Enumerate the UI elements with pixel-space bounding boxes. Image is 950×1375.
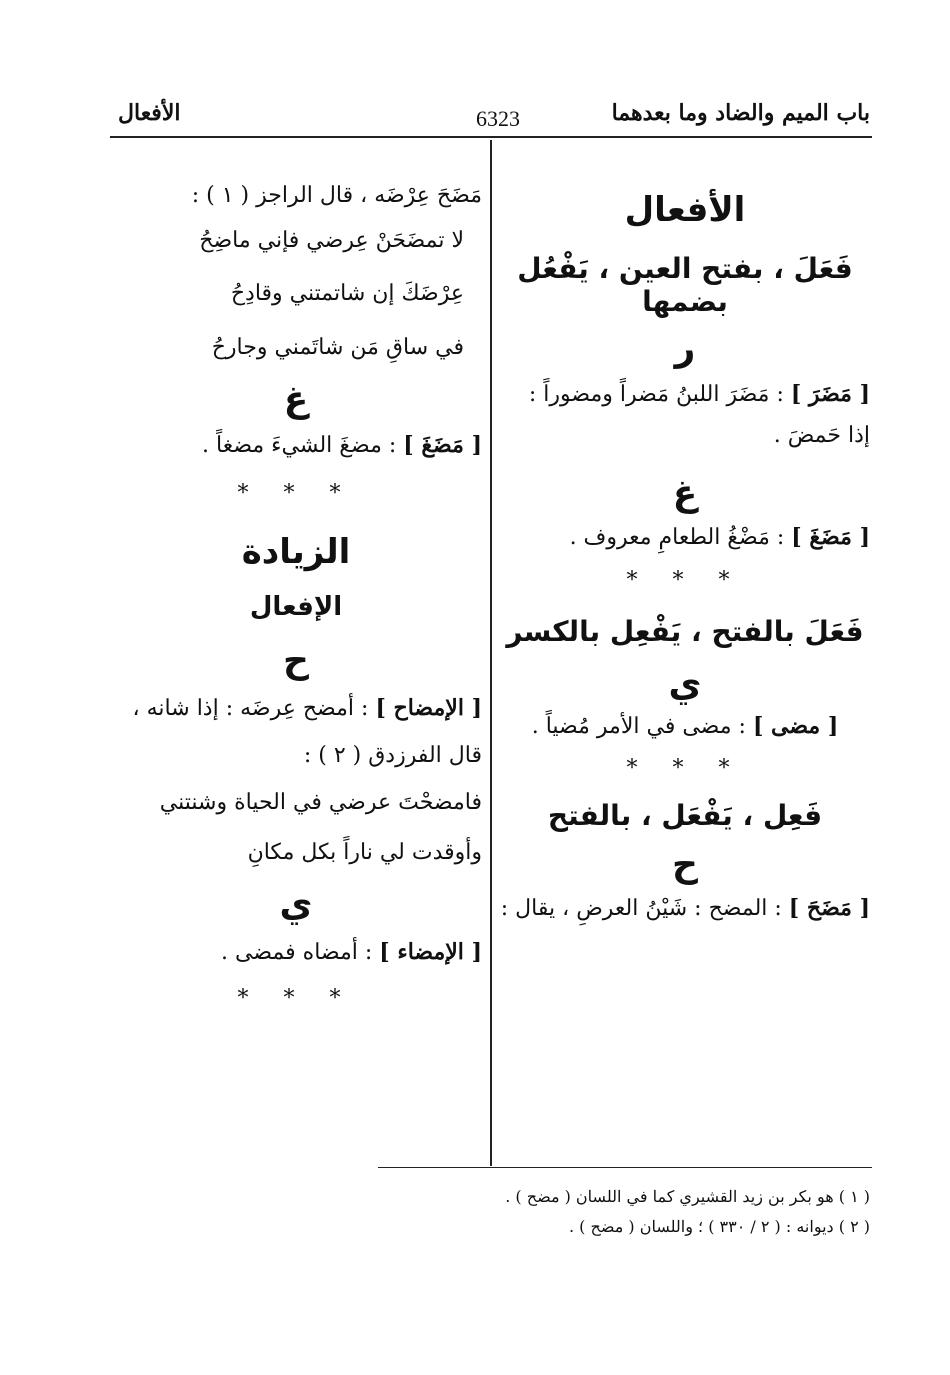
- header-rule: [110, 136, 872, 138]
- entry-text: : مَضْغُ الطعامِ معروف .: [569, 525, 785, 551]
- entry-imda: [110, 935, 482, 970]
- letter-ha: ح: [283, 639, 309, 681]
- entry-text: : مضغَ الشيءَ مضغاً .: [202, 432, 397, 458]
- heading-ifal: الإفعال: [249, 591, 343, 622]
- entry-madar-cont: إذا حَمضَ .: [773, 423, 870, 449]
- letter-ya: ي: [279, 883, 313, 925]
- entry-text: : أمضاه فمضى .: [221, 939, 373, 965]
- chapter-title: باب الميم والضاد وما بعدهما: [611, 100, 870, 126]
- heading-afal: الأفعال: [624, 190, 746, 230]
- verse-line: فامضحْتَ عرضي في الحياة وشنتني: [159, 790, 482, 816]
- verse-line: لا تمضَحَنْ عِرضي فإني ماضِحُ: [199, 228, 464, 254]
- heading-ziyada: الزيادة: [241, 531, 351, 572]
- separator-stars: * * *: [626, 567, 744, 593]
- section-title: الأفعال: [118, 100, 181, 126]
- letter-ha: ح: [672, 843, 698, 885]
- letter-ghain: غ: [672, 473, 698, 515]
- separator-stars: * * *: [626, 755, 744, 781]
- entry-text: : المضح : شَيْنُ العرضِ ، يقال :: [500, 895, 782, 921]
- footnote: ( ١ ) هو بكر بن زيد القشيري كما في اللسان ( مضح ) .: [505, 1187, 870, 1206]
- entry-head: [ مَضَحَ ]: [788, 894, 870, 921]
- farazdaq-line: قال الفرزدق ( ٢ ) :: [303, 743, 482, 769]
- entry-madah: [500, 891, 870, 926]
- letter-ghain: غ: [283, 378, 309, 420]
- entry-madagh: [110, 428, 482, 463]
- entry-head: [ مضى ]: [752, 712, 839, 739]
- verse-line: في ساقِ مَن شاتَمني وجارحُ: [211, 334, 464, 360]
- entry-mada: [500, 709, 870, 744]
- heading-section1: فَعَلَ ، بفتح العين ، يَفْعُل بضمها: [517, 252, 853, 318]
- separator-stars: * * *: [237, 480, 355, 506]
- entry-madar: [500, 377, 870, 412]
- heading-section2: فَعَلَ بالفتح ، يَفْعِل بالكسر: [506, 614, 864, 648]
- footnote: ( ٢ ) ديوانه : ( ٢ / ٣٣٠ ) ؛ واللسان ( مضح ) .: [569, 1217, 870, 1237]
- heading-section3: فَعِل ، يَفْعَل ، بالفتح: [547, 798, 823, 832]
- entry-head: [ مَضَغَ ]: [791, 524, 870, 551]
- verse-line: عِرْضَكَ إن شاتمتني وقادِحُ: [230, 281, 464, 307]
- verse-line: وأوقدت لي ناراً بكل مكانِ: [247, 839, 482, 865]
- footnotes: [110, 1182, 870, 1243]
- entry-head: [ الإمضاح ]: [375, 694, 482, 721]
- entry-head: [ مَضَرَ ]: [790, 381, 870, 407]
- page-number: 6323: [476, 106, 520, 131]
- letter-ra: ر: [674, 328, 696, 369]
- entry-text: : مضى في الأمر مُضياً .: [531, 713, 746, 739]
- intro-line: مَضَحَ عِرْضَه ، قال الراجز ( ١ ) :: [191, 183, 482, 208]
- entry-imdah: [110, 691, 482, 726]
- separator-stars: * * *: [237, 985, 355, 1011]
- right-column: [500, 150, 870, 926]
- entry-madagh: [500, 520, 870, 555]
- entry-text: : أمضح عِرضَه : إذا شانه ،: [132, 695, 369, 721]
- letter-ya: ي: [668, 663, 702, 705]
- column-divider: [490, 140, 492, 1166]
- footnote-rule: [378, 1167, 872, 1168]
- entry-head: [ مَضَغَ ]: [403, 431, 482, 458]
- entry-head: [ الإمضاء ]: [379, 938, 482, 965]
- entry-text: : مَضَرَ اللبنُ مَضراً ومضوراً :: [528, 382, 784, 407]
- left-column: [110, 150, 482, 1011]
- page-header: [110, 100, 870, 134]
